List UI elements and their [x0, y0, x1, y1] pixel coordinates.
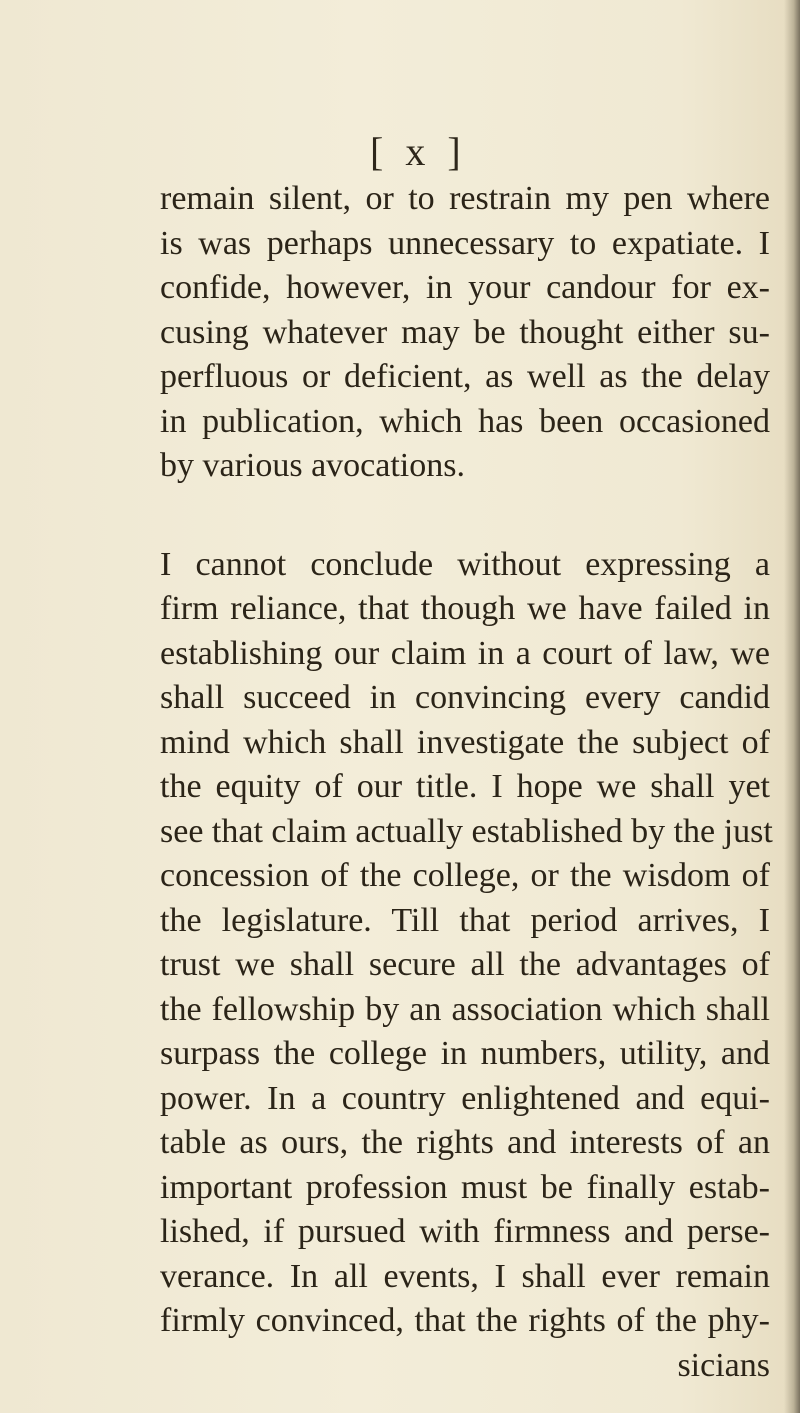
text-line: mind which shall investigate the subject of — [160, 723, 770, 761]
text-line: in publication, which has been occasioned — [160, 402, 770, 440]
text-line: I cannot conclude without expressing a — [160, 545, 770, 583]
catchword: sicians — [677, 1346, 770, 1384]
paragraph-gap — [160, 489, 770, 543]
text-line: firm reliance, that though we have failed in — [160, 590, 770, 627]
text-line: power. In a country enlightened and equi- — [160, 1079, 770, 1117]
text-line: surpass the college in numbers, utility, and — [160, 1035, 770, 1072]
page-edge-shadow — [784, 0, 800, 1413]
text-line: important profession must be finally estab- — [160, 1168, 770, 1206]
text-line: shall succeed in convincing every candid — [160, 679, 770, 716]
text-line: the legislature. Till that period arrives, I — [160, 901, 770, 939]
text-line: by various avocations. — [160, 447, 465, 484]
text-line: the fellowship by an association which shall — [160, 990, 770, 1028]
text-line: firmly convinced, that the rights of the phy- — [160, 1302, 770, 1339]
text-line: establishing our claim in a court of law, we — [160, 634, 770, 672]
text-line: perfluous or deficient, as well as the delay — [160, 358, 770, 395]
text-line: concession of the college, or the wisdom of — [160, 857, 770, 894]
text-line: lished, if pursued with firmness and perse- — [160, 1213, 770, 1250]
text-line: verance. In all events, I shall ever remain — [160, 1257, 770, 1295]
body-text — [160, 177, 773, 1388]
text-line: is was perhaps unnecessary to expatiate. I — [160, 224, 770, 262]
text-line: the equity of our title. I hope we shall yet — [160, 768, 770, 805]
page-number: [ x ] — [370, 129, 467, 174]
text-line: table as ours, the rights and interests of an — [160, 1124, 770, 1161]
text-line: see that claim actually established by the just — [160, 812, 773, 850]
text-line: remain silent, or to restrain my pen where — [160, 180, 770, 217]
text-line: trust we shall secure all the advantages of — [160, 946, 770, 983]
text-line: confide, however, in your candour for ex- — [160, 269, 770, 306]
text-line: cusing whatever may be thought either su- — [160, 313, 770, 351]
